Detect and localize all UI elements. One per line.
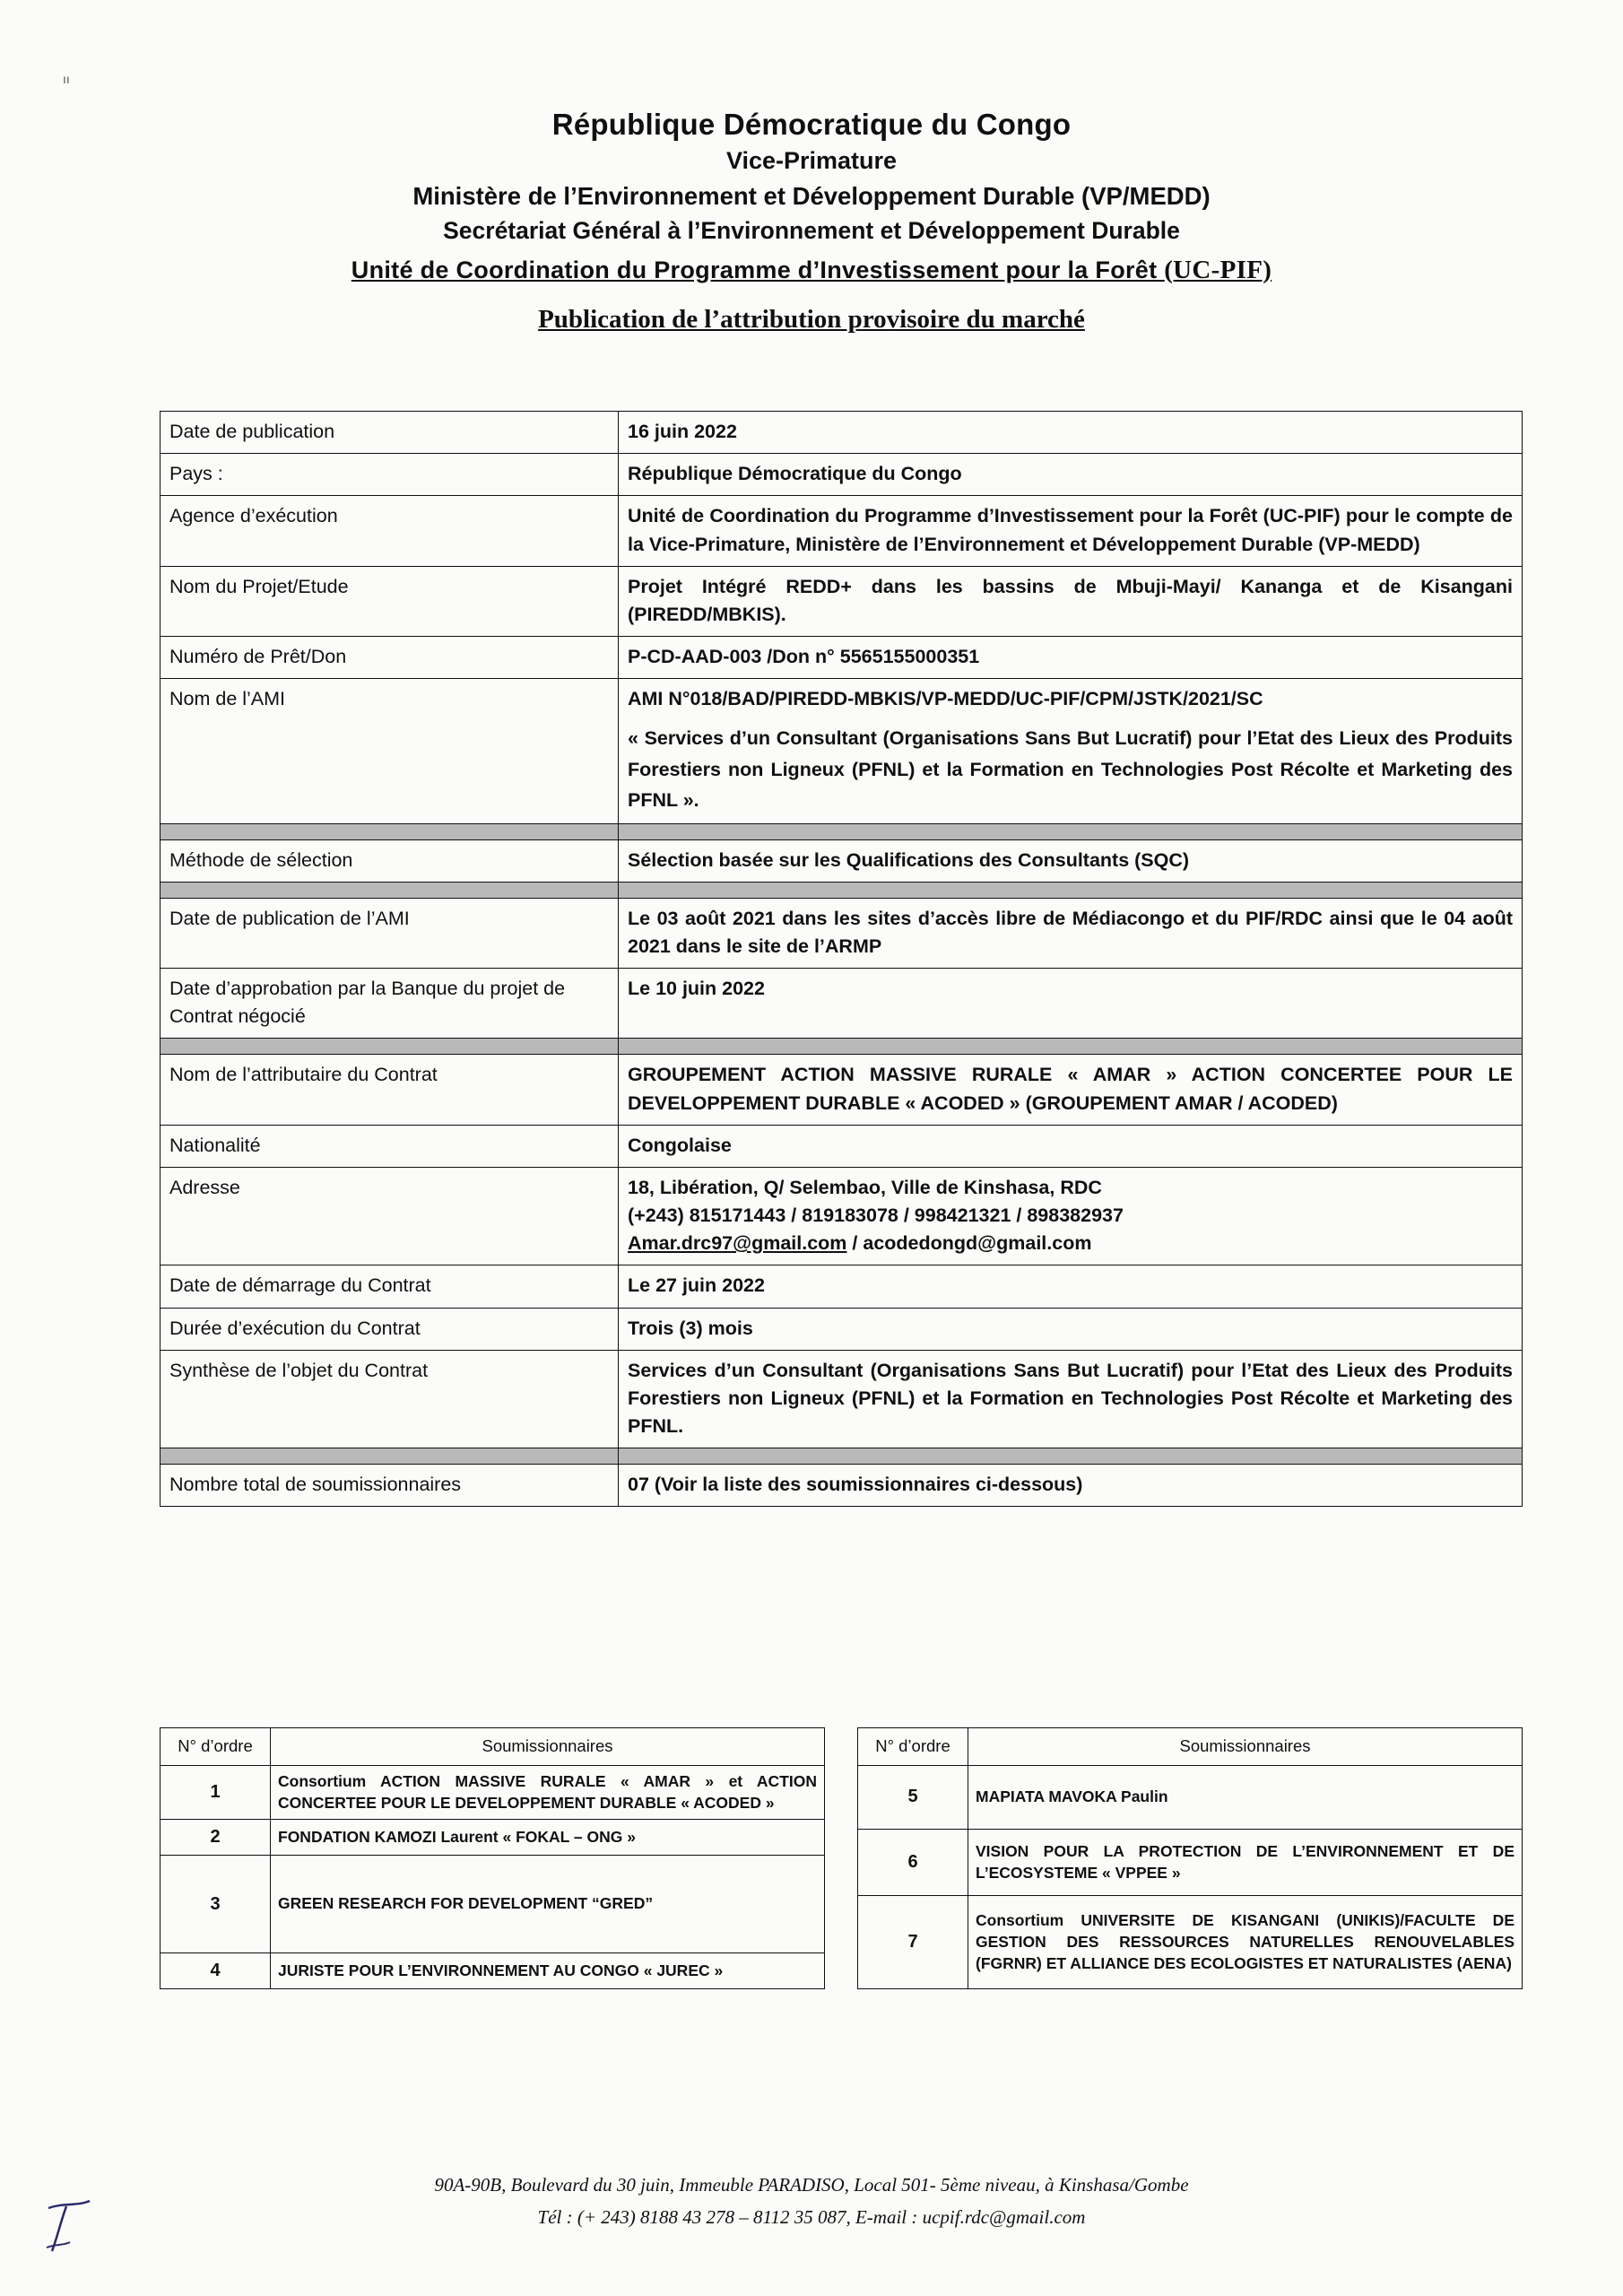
row-value-methode: Sélection basée sur les Qualifications des Consultants (SQC) (619, 839, 1523, 882)
spacer-cell-right (619, 1039, 1523, 1055)
row-label-pays: Pays : (161, 454, 619, 496)
table-row (161, 454, 1523, 496)
table-row (161, 898, 1523, 968)
bidders-col-header-num: N° d’ordre (161, 1728, 271, 1766)
bidders-table-right (857, 1727, 1523, 1989)
table-row (161, 969, 1523, 1039)
table-row (161, 1765, 825, 1819)
contract-info-table (160, 411, 1523, 1507)
row-value-duree: Trois (3) mois (619, 1308, 1523, 1350)
header-unit-text: Unité de Coordination du Programme d’Investissement pour la Forêt (351, 256, 1165, 283)
bidder-num: 2 (161, 1820, 271, 1856)
table-row (161, 1350, 1523, 1448)
signature-icon (43, 2196, 124, 2267)
bidder-num: 4 (161, 1953, 271, 1989)
row-label-attributaire: Nom de l’attributaire du Contrat (161, 1055, 619, 1125)
header-country: République Démocratique du Congo (551, 108, 1072, 141)
bidders-col-header-name: Soumissionnaires (968, 1728, 1523, 1766)
row-value-attributaire: GROUPEMENT ACTION MASSIVE RURALE « AMAR » ACTION CONCERTEE POUR LE DEVELOPPEMENT DURABLE « ACODED » (GROUPEMENT AMAR / ACODED) (619, 1055, 1523, 1125)
row-label-duree: Durée d’exécution du Contrat (161, 1308, 619, 1350)
row-value-date-publication: 16 juin 2022 (619, 412, 1523, 454)
header-unit-acronym: (UC-PIF) (1164, 255, 1272, 284)
row-label-nombre-soumissionnaires: Nombre total de soumissionnaires (161, 1465, 619, 1507)
spacer-cell-left (161, 882, 619, 898)
row-value-projet: Projet Intégré REDD+ dans les bassins de Mbuji-Mayi/ Kananga et de Kisangani (PIREDD/MBKIS). (619, 566, 1523, 636)
table-spacer-row (161, 1448, 1523, 1465)
bidder-name: FONDATION KAMOZI Laurent « FOKAL – ONG » (271, 1820, 825, 1856)
header-vice-primature: Vice-Primature (725, 147, 898, 175)
bidder-num: 6 (858, 1829, 968, 1896)
table-row (858, 1829, 1523, 1896)
row-label-agence: Agence d’exécution (161, 496, 619, 566)
bidders-table-left (160, 1727, 825, 1989)
row-value-numero-pret: P-CD-AAD-003 /Don n° 5565155000351 (619, 637, 1523, 679)
bidder-num: 3 (161, 1856, 271, 1953)
row-value-pays: République Démocratique du Congo (619, 454, 1523, 496)
row-label-date-publication: Date de publication (161, 412, 619, 454)
address-emails (628, 1230, 1513, 1257)
email-link-primary[interactable]: Amar.drc97@gmail.com (628, 1232, 847, 1255)
scan-artifact-mark: ıı (63, 72, 70, 86)
row-label-adresse: Adresse (161, 1167, 619, 1265)
spacer-cell-right (619, 823, 1523, 839)
table-spacer-row (161, 1039, 1523, 1055)
row-label-synthese: Synthèse de l’objet du Contrat (161, 1350, 619, 1448)
spacer-cell-left (161, 823, 619, 839)
header-secretariat: Secrétariat Général à l’Environnement et Développement Durable (443, 217, 1180, 245)
table-row (161, 1265, 1523, 1308)
email-secondary: / acodedongd@gmail.com (846, 1232, 1092, 1255)
spacer-cell-left (161, 1039, 619, 1055)
bidder-name: Consortium UNIVERSITE DE KISANGANI (UNIKIS)/FACULTE DE GESTION DES RESSOURCES NATURELLES RENOUVELABLES (FGRNR) ET ALLIANCE DES ECOLOGISTES ET NATURALISTES (AENA) (968, 1896, 1523, 1989)
row-value-nationalite: Congolaise (619, 1125, 1523, 1167)
table-row (161, 412, 1523, 454)
bidders-col-header-num: N° d’ordre (858, 1728, 968, 1766)
document-header (0, 0, 1623, 335)
table-row (858, 1896, 1523, 1989)
row-value-synthese: Services d’un Consultant (Organisations Sans But Lucratif) pour l’Etat des Lieux des Produits Forestiers non Ligneux (PFNL) et la Formation en Technologies Post Récolte et Marketing des PFNL. (619, 1350, 1523, 1448)
table-row (161, 1856, 825, 1953)
row-label-nationalite: Nationalité (161, 1125, 619, 1167)
ami-object: « Services d’un Consultant (Organisations Sans But Lucratif) pour l’Etat des Lieux des Produits Forestiers non Ligneux (PFNL) et la Formation en Technologies Post Récolte et Marketing des PFNL ». (628, 727, 1513, 812)
table-row (858, 1765, 1523, 1829)
ami-number: AMI N°018/BAD/PIREDD-MBKIS/VP-MEDD/UC-PIF/CPM/JSTK/2021/SC (628, 688, 1263, 710)
document-footer (0, 2170, 1623, 2232)
row-label-numero-pret: Numéro de Prêt/Don (161, 637, 619, 679)
footer-address: 90A-90B, Boulevard du 30 juin, Immeuble PARADISO, Local 501- 5ème niveau, à Kinshasa/Gombe (434, 2174, 1189, 2196)
table-row (161, 1055, 1523, 1125)
bidders-col-header-name: Soumissionnaires (271, 1728, 825, 1766)
row-label-projet: Nom du Projet/Etude (161, 566, 619, 636)
bidder-name: JURISTE POUR L’ENVIRONNEMENT AU CONGO « JUREC » (271, 1953, 825, 1989)
row-label-date-demarrage: Date de démarrage du Contrat (161, 1265, 619, 1308)
header-unit (0, 256, 1623, 285)
table-row (161, 496, 1523, 566)
table-row (161, 1125, 1523, 1167)
signature-mark (43, 2196, 124, 2267)
row-value-date-demarrage: Le 27 juin 2022 (619, 1265, 1523, 1308)
bidder-name: Consortium ACTION MASSIVE RURALE « AMAR » et ACTION CONCERTEE POUR LE DEVELOPPEMENT DURABLE « ACODED » (271, 1765, 825, 1819)
table-row (161, 1167, 1523, 1265)
bidder-name: MAPIATA MAVOKA Paulin (968, 1765, 1523, 1829)
table-row (161, 1820, 825, 1856)
bidders-header-row (161, 1728, 825, 1766)
address-street: 18, Libération, Q/ Selembao, Ville de Kinshasa, RDC (628, 1176, 1102, 1198)
table-row (161, 679, 1523, 823)
bidder-num: 7 (858, 1896, 968, 1989)
footer-contact: Tél : (+ 243) 8188 43 278 – 8112 35 087, E-mail : ucpif.rdc@gmail.com (537, 2205, 1086, 2228)
bidder-num: 1 (161, 1765, 271, 1819)
row-value-nom-ami (619, 679, 1523, 823)
bidder-name: GREEN RESEARCH FOR DEVELOPMENT “GRED” (271, 1856, 825, 1953)
bidder-num: 5 (858, 1765, 968, 1829)
bidders-section (160, 1727, 1523, 1989)
row-value-nombre-soumissionnaires: 07 (Voir la liste des soumissionnaires ci-dessous) (619, 1465, 1523, 1507)
row-label-date-publication-ami: Date de publication de l’AMI (161, 898, 619, 968)
table-spacer-row (161, 823, 1523, 839)
row-label-methode: Méthode de sélection (161, 839, 619, 882)
bidders-header-row (858, 1728, 1523, 1766)
row-label-date-approbation: Date d’approbation par la Banque du projet de Contrat négocié (161, 969, 619, 1039)
table-row (161, 839, 1523, 882)
row-label-nom-ami: Nom de l’AMI (161, 679, 619, 823)
table-row (161, 1308, 1523, 1350)
row-value-date-publication-ami: Le 03 août 2021 dans les sites d’accès libre de Médiacongo et du PIF/RDC ainsi que le 04 août 2021 dans le site de l’ARMP (619, 898, 1523, 968)
bidder-name: VISION POUR LA PROTECTION DE L’ENVIRONNEMENT ET DE L’ECOSYSTEME « VPPEE » (968, 1829, 1523, 1896)
page-title: Publication de l’attribution provisoire du marché (538, 304, 1085, 334)
table-row (161, 1953, 825, 1989)
table-row (161, 566, 1523, 636)
address-phones: (+243) 815171443 / 819183078 / 998421321 / 898382937 (628, 1205, 1124, 1227)
table-spacer-row (161, 882, 1523, 898)
row-value-date-approbation: Le 10 juin 2022 (619, 969, 1523, 1039)
table-row (161, 1465, 1523, 1507)
table-row (161, 637, 1523, 679)
row-value-adresse (619, 1167, 1523, 1265)
spacer-cell-right (619, 882, 1523, 898)
header-ministry: Ministère de l’Environnement et Développement Durable (VP/MEDD) (412, 182, 1211, 211)
row-value-agence: Unité de Coordination du Programme d’Investissement pour la Forêt (UC-PIF) pour le compte de la Vice-Primature, Ministère de l’Environnement et Développement Durable (VP-MEDD) (619, 496, 1523, 566)
spacer-cell-right (619, 1448, 1523, 1465)
spacer-cell-left (161, 1448, 619, 1465)
